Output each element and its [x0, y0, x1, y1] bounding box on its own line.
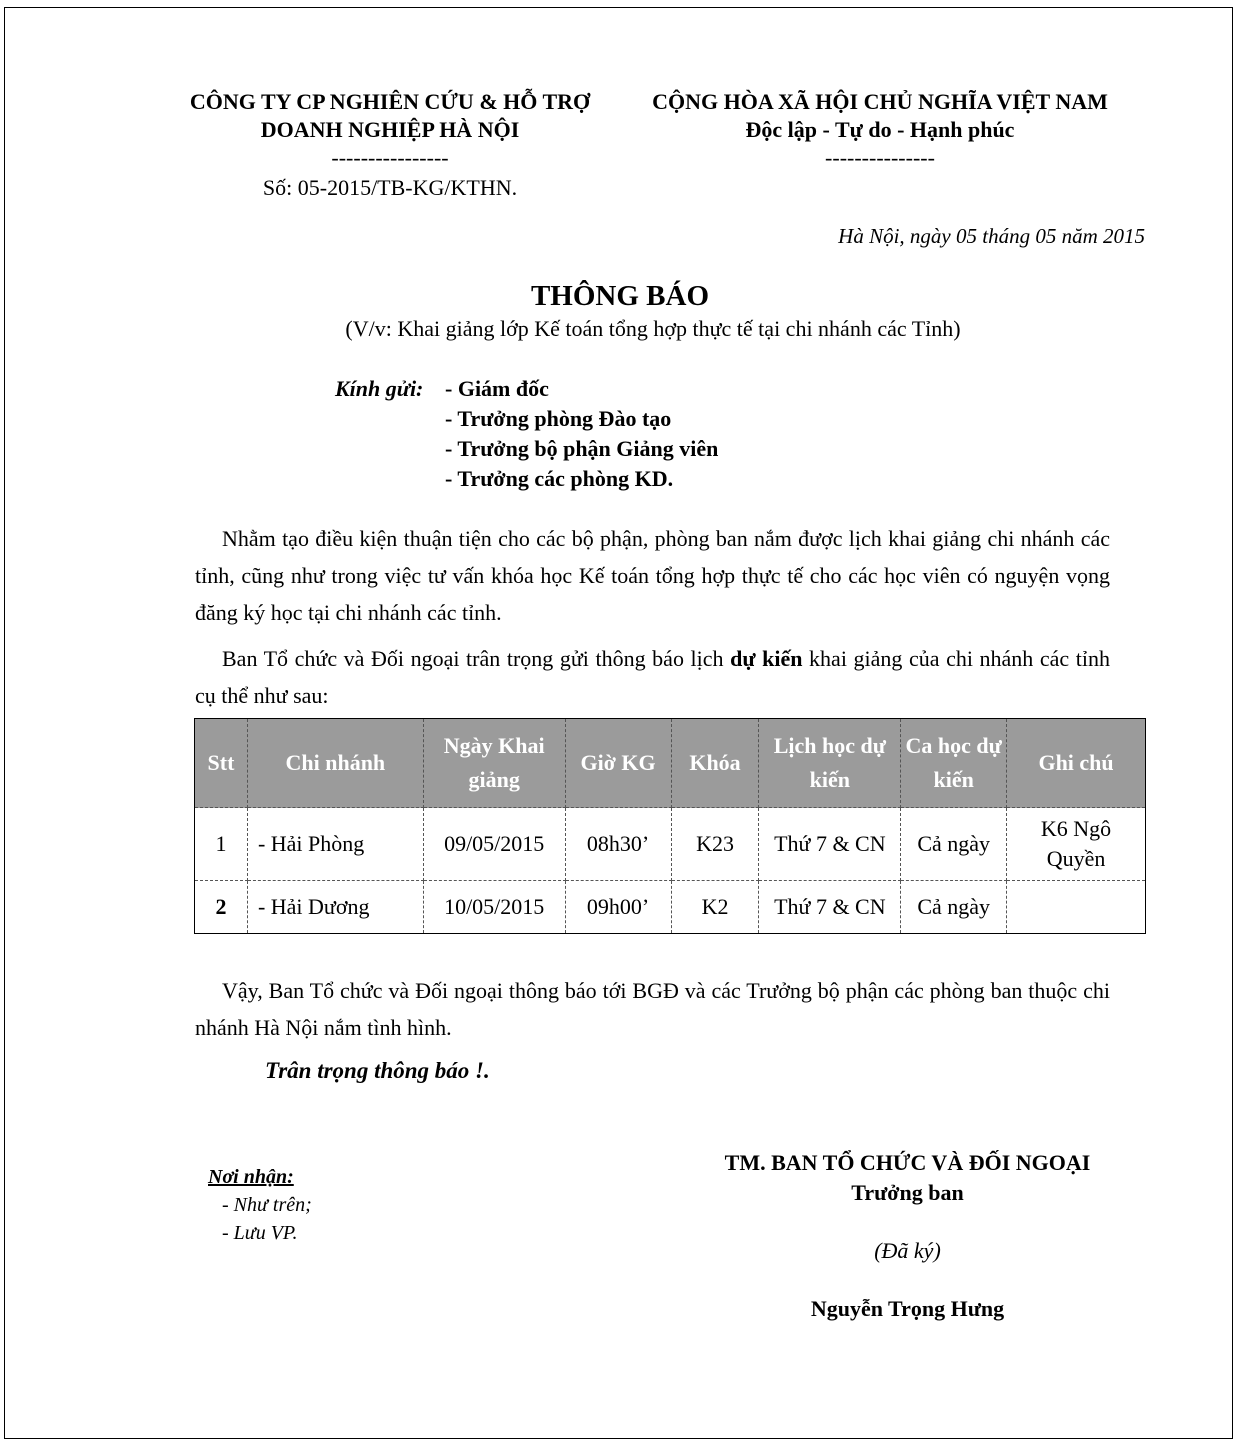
nation-divider: --------------- — [825, 145, 935, 170]
body-paragraph-2 — [195, 640, 1110, 714]
paragraph-text: khai giảng của chi nhánh các tỉnh cụ thể như sau: — [195, 646, 1110, 708]
table-cell: 2 — [195, 881, 248, 934]
table-cell: Cả ngày — [901, 808, 1007, 881]
distribution-item: - Lưu VP. — [222, 1222, 298, 1244]
schedule-table — [194, 718, 1146, 934]
table-cell — [1007, 881, 1146, 934]
paragraph-text: Ban Tổ chức và Đối ngoại trân trọng gửi thông báo lịch — [222, 646, 731, 671]
table-cell: 1 — [195, 808, 248, 881]
distribution-label: Nơi nhận: — [208, 1166, 294, 1188]
table-header-row — [195, 719, 1146, 808]
column-header: Lịch học dự kiến — [759, 719, 901, 808]
recipient-item: - Trưởng phòng Đào tạo — [445, 406, 672, 431]
signatory-role: Trưởng ban — [851, 1180, 964, 1205]
body-paragraph-3: Vậy, Ban Tổ chức và Đối ngoại thông báo tới BGĐ và các Trưởng bộ phận các phòng ban thuộc chi nhánh Hà Nội nắm tình hình. — [195, 978, 1110, 1040]
column-header: Ca học dự kiến — [901, 719, 1007, 808]
table-cell: K23 — [671, 808, 759, 881]
recipient-item: - Giám đốc — [445, 376, 549, 401]
document-subtitle: (V/v: Khai giảng lớp Kế toán tổng hợp thực tế tại chi nhánh các Tỉnh) — [345, 316, 961, 341]
table-row — [195, 881, 1146, 934]
table-cell: 10/05/2015 — [423, 881, 565, 934]
nation-name: CỘNG HÒA XÃ HỘI CHỦ NGHĨA VIỆT NAM — [652, 89, 1108, 114]
company-header — [160, 88, 620, 202]
recipient-item: - Trưởng bộ phận Giảng viên — [445, 436, 719, 461]
document-title: THÔNG BÁO — [530, 280, 710, 312]
table-cell: - Hải Phòng — [247, 808, 423, 881]
table-row — [195, 808, 1146, 881]
table-cell: 09h00’ — [565, 881, 671, 934]
recipients-block — [335, 374, 718, 494]
emphasis-text: dự kiến — [730, 646, 803, 671]
table-cell: K2 — [671, 881, 759, 934]
table-cell: Cả ngày — [901, 881, 1007, 934]
signatory-name: Nguyễn Trọng Hưng — [810, 1296, 1005, 1321]
body-paragraph-1: Nhằm tạo điều kiện thuận tiện cho các bộ phận, phòng ban nắm được lịch khai giảng chi nhánh các tỉnh, cũng như trong việc tư vấn khóa học Kế toán tổng hợp thực tế cho các học viên có nguyện vọng đăng ký học tại chi nhánh các tỉnh. — [195, 526, 1110, 625]
column-header: Ngày Khai giảng — [423, 719, 565, 808]
date-line: Hà Nội, ngày 05 tháng 05 năm 2015 — [838, 224, 1145, 248]
company-name-line2: DOANH NGHIỆP HÀ NỘI — [260, 117, 520, 142]
column-header: Chi nhánh — [247, 719, 423, 808]
signature-block — [680, 1148, 1135, 1324]
column-header: Khóa — [671, 719, 759, 808]
table-cell: Thứ 7 & CN — [759, 808, 901, 881]
document-number: Số: 05-2015/TB-KG/KTHN. — [262, 175, 518, 200]
table-cell: Thứ 7 & CN — [759, 881, 901, 934]
recipient-item: - Trưởng các phòng KD. — [445, 466, 674, 491]
table-cell: 09/05/2015 — [423, 808, 565, 881]
recipients-label: Kính gửi: — [335, 376, 424, 401]
company-divider: ---------------- — [331, 145, 449, 170]
column-header: Stt — [195, 719, 248, 808]
closing-line: Trân trọng thông báo !. — [265, 1058, 490, 1083]
distribution-list — [208, 1163, 312, 1247]
nation-motto: Độc lập - Tự do - Hạnh phúc — [745, 117, 1015, 142]
signed-note: (Đã ký) — [874, 1238, 941, 1263]
table-cell: K6 Ngô Quyền — [1007, 808, 1146, 881]
nation-header — [620, 88, 1140, 172]
signatory-organization: TM. BAN TỔ CHỨC VÀ ĐỐI NGOẠI — [724, 1150, 1091, 1175]
distribution-item: - Như trên; — [222, 1194, 312, 1216]
company-name-line1: CÔNG TY CP NGHIÊN CỨU & HỖ TRỢ — [189, 89, 591, 114]
column-header: Ghi chú — [1007, 719, 1146, 808]
table-cell: - Hải Dương — [247, 881, 423, 934]
table-cell: 08h30’ — [565, 808, 671, 881]
column-header: Giờ KG — [565, 719, 671, 808]
